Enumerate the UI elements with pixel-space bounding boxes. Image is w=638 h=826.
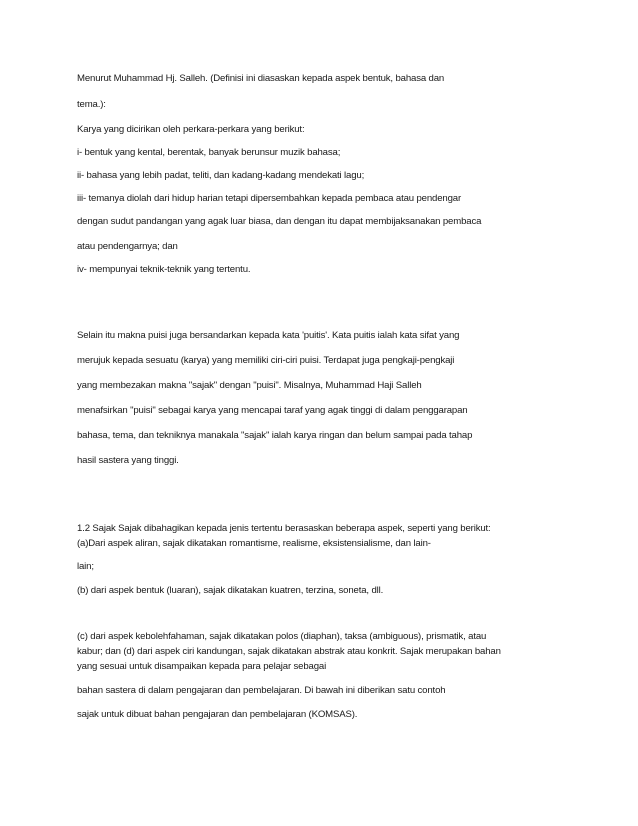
paragraph-line: bahan sastera di dalam pengajaran dan pembelajaran. Di bawah ini diberikan satu contoh [77, 685, 446, 696]
paragraph-line: hasil sastera yang tinggi. [77, 455, 179, 466]
list-item: (b) dari aspek bentuk (luaran), sajak dikatakan kuatren, terzina, soneta, dll. [77, 585, 384, 596]
paragraph-line: (a)Dari aspek aliran, sajak dikatakan romantisme, realisme, eksistensialisme, dan lain- [77, 538, 431, 549]
list-item: i- bentuk yang kental, berentak, banyak berunsur muzik bahasa; [77, 147, 341, 158]
paragraph-line: yang membezakan makna "sajak" dengan "puisi". Misalnya, Muhammad Haji Salleh [77, 380, 422, 391]
paragraph-line: Selain itu makna puisi juga bersandarkan kepada kata 'puitis'. Kata puitis ialah kata sifat yang [77, 330, 460, 341]
list-item: iv- mempunyai teknik-teknik yang tertentu. [77, 264, 251, 275]
paragraph-line: dengan sudut pandangan yang agak luar biasa, dan dengan itu dapat membijaksanakan pembaca [77, 216, 482, 227]
paragraph-line: menafsirkan "puisi" sebagai karya yang mencapai taraf yang agak tinggi di dalam penggarapan [77, 405, 468, 416]
paragraph-line: yang sesuai untuk disampaikan kepada para pelajar sebagai [77, 661, 327, 672]
paragraph-line: bahasa, tema, dan tekniknya manakala "sajak" ialah karya ringan dan belum sampai pada tahap [77, 430, 473, 441]
paragraph-line: Karya yang dicirikan oleh perkara-perkara yang berikut: [77, 124, 305, 135]
list-item: ii- bahasa yang lebih padat, teliti, dan kadang-kadang mendekati lagu; [77, 170, 365, 181]
section-heading-line: 1.2 Sajak Sajak dibahagikan kepada jenis tertentu berasaskan beberapa aspek, seperti yang berikut: [77, 523, 491, 534]
paragraph-line: kabur; dan (d) dari aspek ciri kandungan, sajak dikatakan abstrak atau konkrit. Sajak merupakan bahan [77, 646, 501, 657]
paragraph-line: (c) dari aspek kebolehfahaman, sajak dikatakan polos (diaphan), taksa (ambiguous), prismatik, atau [77, 631, 487, 642]
paragraph-line: merujuk kepada sesuatu (karya) yang memiliki ciri-ciri puisi. Terdapat juga pengkaji-pengkaji [77, 355, 455, 366]
paragraph-line: sajak untuk dibuat bahan pengajaran dan pembelajaran (KOMSAS). [77, 709, 358, 720]
list-item: iii- temanya diolah dari hidup harian tetapi dipersembahkan kepada pembaca atau pendengar [77, 193, 461, 204]
paragraph-line: tema.): [77, 99, 106, 110]
paragraph-line: Menurut Muhammad Hj. Salleh. (Definisi ini diasaskan kepada aspek bentuk, bahasa dan [77, 73, 445, 84]
paragraph-line: lain; [77, 561, 94, 572]
paragraph-line: atau pendengarnya; dan [77, 241, 178, 252]
